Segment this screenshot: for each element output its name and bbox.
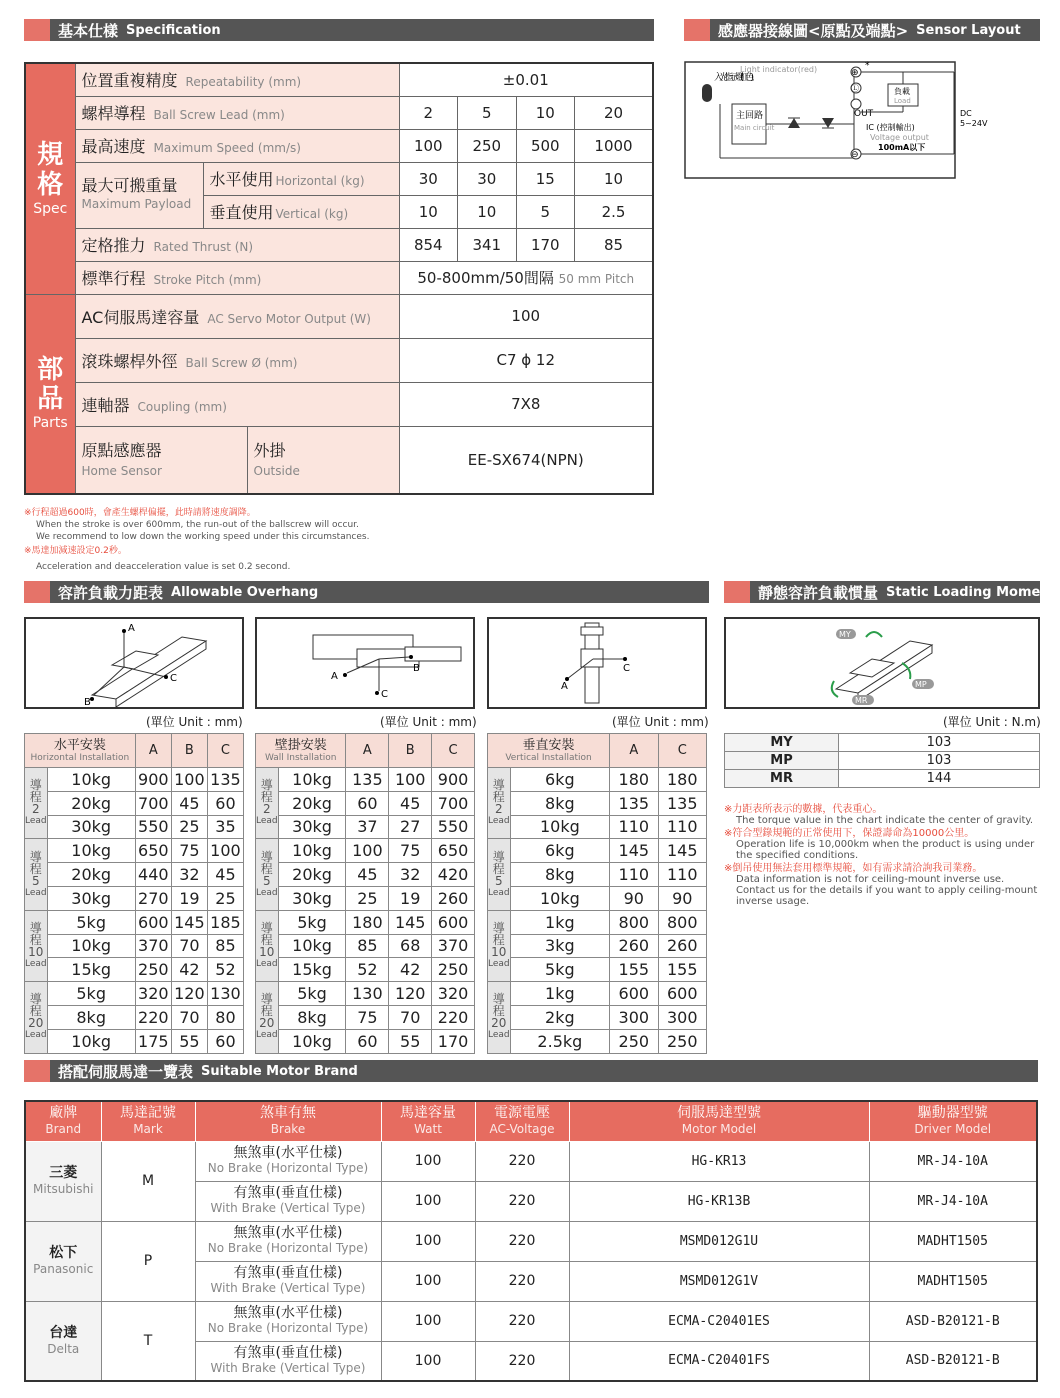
table-cell: 20kg bbox=[47, 863, 135, 887]
moment-row: MP 103 bbox=[725, 752, 1040, 770]
table-cell: 250 bbox=[658, 1029, 706, 1053]
table-row bbox=[256, 863, 475, 887]
table-cell: 70 bbox=[171, 934, 207, 958]
table-cell: 5kg bbox=[47, 982, 135, 1006]
table-cell: 135 bbox=[207, 768, 243, 792]
thrust-label: 定格推力 Rated Thrust (N) bbox=[75, 228, 399, 261]
sensor-l: Ⓛ bbox=[851, 84, 859, 93]
table-cell: 68 bbox=[389, 934, 432, 958]
table-row bbox=[256, 934, 475, 958]
vertical-overhang-table bbox=[487, 733, 707, 1054]
moment-row: MY 103 bbox=[725, 734, 1040, 752]
col-motor-model: 伺服馬達型號 Motor Model bbox=[569, 1101, 869, 1141]
table-cell: 19 bbox=[389, 886, 432, 910]
lead-group-label: 導程 2 Lead bbox=[256, 768, 279, 839]
table-row bbox=[25, 815, 244, 839]
sensor-ma: 100mA以下 bbox=[878, 143, 926, 152]
table-cell: 52 bbox=[207, 958, 243, 982]
table-cell: 15kg bbox=[47, 958, 135, 982]
table-cell: 100 bbox=[389, 768, 432, 792]
overhang-header: 容許負載力距表 Allowable Overhang bbox=[24, 581, 709, 603]
table-cell: 60 bbox=[207, 791, 243, 815]
table-cell: 10kg bbox=[278, 934, 346, 958]
table-cell: 32 bbox=[389, 863, 432, 887]
motor-row: 三菱 Mitsubishi M 無煞車(水平仕樣) No Brake (Horizontal Type) 100 220 HG-KR13 MR-J4-10A bbox=[25, 1141, 1037, 1181]
table-cell: 5kg bbox=[278, 910, 346, 934]
table-cell: 55 bbox=[171, 1029, 207, 1053]
col-header: B bbox=[389, 734, 432, 768]
lead-group-label: 導程 5 Lead bbox=[25, 839, 48, 910]
table-cell: 110 bbox=[658, 815, 706, 839]
table-cell: 5kg bbox=[278, 982, 346, 1006]
speed-value: 100 bbox=[399, 129, 458, 162]
table-cell: 30kg bbox=[278, 815, 346, 839]
table-row bbox=[256, 839, 475, 863]
moment-row: MR 144 bbox=[725, 770, 1040, 788]
thrust-value: 85 bbox=[575, 228, 653, 261]
diag-label-b: B bbox=[84, 697, 91, 707]
table-cell: 42 bbox=[171, 958, 207, 982]
table-cell: 8kg bbox=[278, 1005, 346, 1029]
table-cell: 130 bbox=[346, 982, 389, 1006]
table-cell: 120 bbox=[389, 982, 432, 1006]
table-cell: 600 bbox=[135, 910, 171, 934]
diag-mp: MP bbox=[915, 680, 927, 689]
table-cell: 60 bbox=[207, 1029, 243, 1053]
thrust-value: 170 bbox=[516, 228, 575, 261]
table-row bbox=[256, 791, 475, 815]
repeat-label: 位置重複精度 Repeatability (mm) bbox=[75, 63, 399, 96]
sensor-light-en: Light indicator(red) bbox=[740, 65, 818, 74]
moment-notes: ※力距表所表示的數據，代表重心。 The torque value in the chart indicate the center of gravity. ※符合型錄規範的正常使用下，保證壽命為10000公里。 Operation life is 10,000km when the product is using under the specified conditions. ※倒吊使用無法套用標準規範，如有需求請洽詢我司業務。 Data information is not for ceiling-mount inverse use. Contact us for the details if you want to apply ceiling-mount inverse usage. bbox=[724, 804, 1038, 907]
lead-group-label: 導程 20 Lead bbox=[256, 982, 279, 1053]
table-cell: 175 bbox=[135, 1029, 171, 1053]
table-cell: 700 bbox=[135, 791, 171, 815]
table-cell: 90 bbox=[610, 886, 658, 910]
table-cell: 8kg bbox=[47, 1005, 135, 1029]
horizontal-diagram bbox=[24, 617, 244, 709]
table-row bbox=[256, 982, 475, 1006]
table-cell: 120 bbox=[171, 982, 207, 1006]
wall-diagram bbox=[255, 617, 475, 709]
table-row bbox=[25, 1029, 244, 1053]
table-cell: 10kg bbox=[47, 1029, 135, 1053]
sensor-header: 感應器接線圖<原點及端點> Sensor Layout bbox=[684, 19, 1040, 41]
spec-table bbox=[24, 62, 654, 495]
sensor-ic: IC (控制輸出) bbox=[866, 123, 915, 132]
spec-notes: ※行程超過600時，會產生螺桿偏擺，此時請將速度調降。 When the stroke is over 600mm, the run-out of the ballscrew will occur. We recommend to low down the working speed under this circumstances. ※馬達加減速設定0.2秒。 Acceleration and deacceleration value is set 0.2 second. bbox=[24, 508, 370, 572]
table-cell: 370 bbox=[135, 934, 171, 958]
table-cell: 75 bbox=[346, 1005, 389, 1029]
table-cell: 75 bbox=[171, 839, 207, 863]
diag-label-b: B bbox=[413, 663, 420, 674]
table-cell: 800 bbox=[610, 910, 658, 934]
unit-label: (單位 Unit : N.m) bbox=[943, 715, 1041, 729]
table-cell: 220 bbox=[432, 1005, 475, 1029]
table-cell: 27 bbox=[389, 815, 432, 839]
table-row bbox=[25, 1005, 244, 1029]
home-sensor-label: 原點感應器 Home Sensor 外掛 Outside bbox=[75, 426, 399, 494]
table-cell: 3kg bbox=[510, 934, 609, 958]
table-cell: 32 bbox=[171, 863, 207, 887]
motor-header: 搭配伺服馬達一覽表 Suitable Motor Brand bbox=[24, 1060, 1038, 1082]
table-row bbox=[256, 886, 475, 910]
col-header: A bbox=[135, 734, 171, 768]
wall-overhang-table bbox=[255, 733, 475, 1054]
sensor-vout: Voltage output bbox=[870, 133, 929, 142]
diag-mr: MR bbox=[855, 696, 868, 705]
horizontal-overhang-table bbox=[24, 733, 244, 1054]
table-cell: 145 bbox=[389, 910, 432, 934]
table-cell: 170 bbox=[432, 1029, 475, 1053]
col-header: A bbox=[610, 734, 658, 768]
diag-label-c: C bbox=[623, 663, 630, 674]
table-row bbox=[488, 839, 707, 863]
table-cell: 45 bbox=[346, 863, 389, 887]
table-cell: 75 bbox=[389, 839, 432, 863]
table-row bbox=[256, 815, 475, 839]
col-mark: 馬達記號 Mark bbox=[101, 1101, 195, 1141]
diag-my: MY bbox=[839, 630, 851, 639]
motor-row: 有煞車(垂直仕樣) With Brake (Vertical Type) 100 220 MSMD012G1V MADHT1505 bbox=[25, 1261, 1037, 1301]
speed-value: 250 bbox=[458, 129, 517, 162]
table-cell: 550 bbox=[135, 815, 171, 839]
table-cell: 70 bbox=[171, 1005, 207, 1029]
diag-label-a: A bbox=[331, 671, 338, 682]
repeat-value: ±0.01 bbox=[399, 63, 653, 96]
sensor-main-en: Main circuit bbox=[734, 124, 775, 132]
table-cell: 80 bbox=[207, 1005, 243, 1029]
lead-value: 2 bbox=[399, 96, 458, 129]
table-cell: 5kg bbox=[510, 958, 609, 982]
table-cell: 8kg bbox=[510, 791, 609, 815]
col-header: C bbox=[207, 734, 243, 768]
table-cell: 6kg bbox=[510, 768, 609, 792]
sensor-main-zh: 主回路 bbox=[736, 111, 764, 121]
lead-value: 5 bbox=[458, 96, 517, 129]
table-cell: 900 bbox=[432, 768, 475, 792]
lead-value: 10 bbox=[516, 96, 575, 129]
vertical-value: 5 bbox=[516, 195, 575, 228]
table-row bbox=[488, 1029, 707, 1053]
table-row bbox=[25, 886, 244, 910]
table-cell: 100 bbox=[346, 839, 389, 863]
table-cell: 10kg bbox=[278, 839, 346, 863]
horizontal-label: 水平使用 Horizontal (kg) bbox=[203, 162, 399, 195]
install-title: 垂直安裝 Vertical Installation bbox=[488, 734, 610, 768]
table-cell: 320 bbox=[432, 982, 475, 1006]
table-cell: 145 bbox=[658, 839, 706, 863]
sensor-light-zh: 入光指示燈(紅色) bbox=[714, 73, 755, 83]
speed-value: 500 bbox=[516, 129, 575, 162]
unit-label: (單位 Unit : mm) bbox=[612, 715, 709, 729]
table-cell: 260 bbox=[610, 934, 658, 958]
table-row bbox=[488, 815, 707, 839]
col-driver-model: 驅動器型號 Driver Model bbox=[869, 1101, 1037, 1141]
table-cell: 300 bbox=[658, 1005, 706, 1029]
sensor-out: OUT bbox=[854, 109, 874, 119]
speed-label: 最高速度 Maximum Speed (mm/s) bbox=[75, 129, 399, 162]
table-row bbox=[488, 1005, 707, 1029]
table-cell: 45 bbox=[389, 791, 432, 815]
table-cell: 1kg bbox=[510, 910, 609, 934]
table-row bbox=[25, 863, 244, 887]
table-cell: 420 bbox=[432, 863, 475, 887]
col-watt: 馬達容量 Watt bbox=[381, 1101, 475, 1141]
table-cell: 155 bbox=[610, 958, 658, 982]
table-cell: 25 bbox=[207, 886, 243, 910]
horizontal-value: 30 bbox=[399, 162, 458, 195]
table-cell: 110 bbox=[610, 815, 658, 839]
table-cell: 600 bbox=[432, 910, 475, 934]
lead-group-label: 導程 5 Lead bbox=[256, 839, 279, 910]
table-cell: 2.5kg bbox=[510, 1029, 609, 1053]
speed-value: 1000 bbox=[575, 129, 653, 162]
table-cell: 135 bbox=[610, 791, 658, 815]
table-cell: 20kg bbox=[278, 863, 346, 887]
table-cell: 145 bbox=[171, 910, 207, 934]
coupling-label: 連軸器 Coupling (mm) bbox=[75, 382, 399, 426]
table-cell: 270 bbox=[135, 886, 171, 910]
lead-group-label: 導程 10 Lead bbox=[256, 910, 279, 981]
table-cell: 30kg bbox=[47, 815, 135, 839]
table-cell: 600 bbox=[658, 982, 706, 1006]
table-cell: 70 bbox=[389, 1005, 432, 1029]
sensor-volt: 5~24V bbox=[960, 119, 988, 128]
table-row bbox=[25, 839, 244, 863]
table-cell: 700 bbox=[432, 791, 475, 815]
table-row bbox=[25, 958, 244, 982]
table-cell: 250 bbox=[135, 958, 171, 982]
vertical-diagram bbox=[487, 617, 707, 709]
table-cell: 110 bbox=[610, 863, 658, 887]
motor-output-value: 100 bbox=[399, 294, 653, 338]
table-cell: 370 bbox=[432, 934, 475, 958]
table-row bbox=[256, 1005, 475, 1029]
sensor-diagram bbox=[684, 58, 1040, 182]
table-cell: 650 bbox=[135, 839, 171, 863]
table-cell: 10kg bbox=[510, 815, 609, 839]
sensor-load-en: Load bbox=[894, 97, 911, 105]
table-cell: 180 bbox=[610, 768, 658, 792]
table-cell: 135 bbox=[658, 791, 706, 815]
diag-label-c: C bbox=[381, 689, 388, 700]
table-cell: 1kg bbox=[510, 982, 609, 1006]
table-row bbox=[488, 958, 707, 982]
install-title: 壁掛安裝 Wall Installation bbox=[256, 734, 346, 768]
table-cell: 19 bbox=[171, 886, 207, 910]
unit-label: (單位 Unit : mm) bbox=[146, 715, 243, 729]
home-sensor-value: EE-SX674(NPN) bbox=[399, 426, 653, 494]
table-cell: 10kg bbox=[510, 886, 609, 910]
table-cell: 25 bbox=[346, 886, 389, 910]
lead-group-label: 導程 2 Lead bbox=[488, 768, 511, 839]
table-cell: 155 bbox=[658, 958, 706, 982]
spec-header: 基本仕樣 Specification bbox=[24, 19, 654, 41]
table-row bbox=[256, 958, 475, 982]
sensor-star: * bbox=[865, 61, 870, 71]
col-header: B bbox=[171, 734, 207, 768]
table-row bbox=[488, 982, 707, 1006]
static-moment-table bbox=[724, 733, 1040, 788]
table-cell: 10kg bbox=[47, 839, 135, 863]
table-cell: 10kg bbox=[47, 934, 135, 958]
moment-diagram bbox=[724, 617, 1040, 709]
col-header: C bbox=[432, 734, 475, 768]
screw-label: 滾珠螺桿外徑 Ball Screw Ø (mm) bbox=[75, 338, 399, 382]
table-cell: 42 bbox=[389, 958, 432, 982]
table-cell: 20kg bbox=[47, 791, 135, 815]
table-row bbox=[256, 768, 475, 792]
motor-row: 有煞車(垂直仕樣) With Brake (Vertical Type) 100 220 HG-KR13B MR-J4-10A bbox=[25, 1181, 1037, 1221]
table-row bbox=[25, 934, 244, 958]
table-cell: 180 bbox=[346, 910, 389, 934]
col-brand: 廠牌 Brand bbox=[25, 1101, 101, 1141]
table-cell: 6kg bbox=[510, 839, 609, 863]
col-voltage: 電源電壓 AC-Voltage bbox=[475, 1101, 569, 1141]
table-row bbox=[25, 982, 244, 1006]
col-header: C bbox=[658, 734, 706, 768]
horizontal-value: 10 bbox=[575, 162, 653, 195]
motor-table bbox=[24, 1100, 1038, 1382]
table-cell: 60 bbox=[346, 791, 389, 815]
table-cell: 20kg bbox=[278, 791, 346, 815]
table-row bbox=[488, 910, 707, 934]
lead-label: 螺桿導程 Ball Screw Lead (mm) bbox=[75, 96, 399, 129]
table-cell: 55 bbox=[389, 1029, 432, 1053]
table-cell: 25 bbox=[171, 815, 207, 839]
table-cell: 45 bbox=[171, 791, 207, 815]
table-cell: 550 bbox=[432, 815, 475, 839]
table-cell: 10kg bbox=[278, 768, 346, 792]
coupling-value: 7X8 bbox=[399, 382, 653, 426]
parts-group-label: 部品 Parts bbox=[25, 294, 75, 494]
table-row bbox=[256, 1029, 475, 1053]
table-cell: 52 bbox=[346, 958, 389, 982]
col-header: A bbox=[346, 734, 389, 768]
table-cell: 260 bbox=[658, 934, 706, 958]
lead-group-label: 導程 10 Lead bbox=[488, 910, 511, 981]
table-cell: 440 bbox=[135, 863, 171, 887]
table-cell: 800 bbox=[658, 910, 706, 934]
vertical-value: 2.5 bbox=[575, 195, 653, 228]
motor-row: 有煞車(垂直仕樣) With Brake (Vertical Type) 100 220 ECMA-C20401FS ASD-B20121-B bbox=[25, 1341, 1037, 1381]
table-cell: 250 bbox=[610, 1029, 658, 1053]
sensor-minus: ⊖ bbox=[851, 150, 859, 160]
sensor-load-zh: 負載 bbox=[894, 87, 910, 96]
table-cell: 45 bbox=[207, 863, 243, 887]
diag-label-a: A bbox=[561, 681, 568, 692]
table-cell: 30kg bbox=[278, 886, 346, 910]
table-cell: 260 bbox=[432, 886, 475, 910]
table-cell: 60 bbox=[346, 1029, 389, 1053]
motor-row: 台達 Delta T 無煞車(水平仕樣) No Brake (Horizontal Type) 100 220 ECMA-C20401ES ASD-B20121-B bbox=[25, 1301, 1037, 1341]
vertical-value: 10 bbox=[399, 195, 458, 228]
lead-value: 20 bbox=[575, 96, 653, 129]
table-cell: 650 bbox=[432, 839, 475, 863]
table-cell: 35 bbox=[207, 815, 243, 839]
table-cell: 10kg bbox=[47, 768, 135, 792]
table-cell: 90 bbox=[658, 886, 706, 910]
lead-group-label: 導程 20 Lead bbox=[25, 982, 48, 1053]
table-row bbox=[488, 863, 707, 887]
table-cell: 10kg bbox=[278, 1029, 346, 1053]
table-row bbox=[25, 768, 244, 792]
unit-label: (單位 Unit : mm) bbox=[380, 715, 477, 729]
table-cell: 85 bbox=[207, 934, 243, 958]
horizontal-value: 30 bbox=[458, 162, 517, 195]
install-title: 水平安裝 Horizontal Installation bbox=[25, 734, 136, 768]
table-cell: 37 bbox=[346, 815, 389, 839]
table-cell: 8kg bbox=[510, 863, 609, 887]
stroke-label: 標準行程 Stroke Pitch (mm) bbox=[75, 261, 399, 294]
table-row bbox=[488, 791, 707, 815]
table-cell: 145 bbox=[610, 839, 658, 863]
table-row bbox=[25, 791, 244, 815]
table-cell: 30kg bbox=[47, 886, 135, 910]
table-cell: 2kg bbox=[510, 1005, 609, 1029]
table-cell: 100 bbox=[207, 839, 243, 863]
spec-group-label: 規格 Spec bbox=[25, 63, 75, 294]
table-row bbox=[488, 886, 707, 910]
table-cell: 600 bbox=[610, 982, 658, 1006]
table-cell: 300 bbox=[610, 1005, 658, 1029]
table-cell: 100 bbox=[171, 768, 207, 792]
table-cell: 110 bbox=[658, 863, 706, 887]
diag-label-a: A bbox=[128, 623, 135, 634]
table-cell: 220 bbox=[135, 1005, 171, 1029]
motor-output-label: AC伺服馬達容量 AC Servo Motor Output (W) bbox=[75, 294, 399, 338]
stroke-value: 50-800mm/50間隔 50 mm Pitch bbox=[399, 261, 653, 294]
thrust-value: 854 bbox=[399, 228, 458, 261]
col-brake: 煞車有無 Brake bbox=[195, 1101, 381, 1141]
table-cell: 250 bbox=[432, 958, 475, 982]
table-cell: 85 bbox=[346, 934, 389, 958]
table-cell: 900 bbox=[135, 768, 171, 792]
table-cell: 5kg bbox=[47, 910, 135, 934]
payload-label: 最大可搬重量 Maximum Payload bbox=[75, 162, 203, 228]
lead-group-label: 導程 5 Lead bbox=[488, 839, 511, 910]
table-row bbox=[25, 910, 244, 934]
table-row bbox=[488, 768, 707, 792]
table-cell: 135 bbox=[346, 768, 389, 792]
sensor-plus: ⊕ bbox=[851, 68, 859, 78]
lead-group-label: 導程 20 Lead bbox=[488, 982, 511, 1053]
lead-group-label: 導程 10 Lead bbox=[25, 910, 48, 981]
diag-label-c: C bbox=[170, 673, 177, 684]
table-cell: 130 bbox=[207, 982, 243, 1006]
screw-value: C7 ϕ 12 bbox=[399, 338, 653, 382]
table-cell: 320 bbox=[135, 982, 171, 1006]
lead-group-label: 導程 2 Lead bbox=[25, 768, 48, 839]
vertical-label: 垂直使用 Vertical (kg) bbox=[203, 195, 399, 228]
table-cell: 180 bbox=[658, 768, 706, 792]
table-row bbox=[256, 910, 475, 934]
motor-row: 松下 Panasonic P 無煞車(水平仕樣) No Brake (Horizontal Type) 100 220 MSMD012G1U MADHT1505 bbox=[25, 1221, 1037, 1261]
vertical-value: 10 bbox=[458, 195, 517, 228]
table-row bbox=[488, 934, 707, 958]
table-cell: 185 bbox=[207, 910, 243, 934]
static-moment-header: 靜態容許負載慣量 Static Loading Moment bbox=[724, 581, 1040, 603]
horizontal-value: 15 bbox=[516, 162, 575, 195]
table-cell: 15kg bbox=[278, 958, 346, 982]
sensor-dc: DC bbox=[960, 109, 972, 118]
thrust-value: 341 bbox=[458, 228, 517, 261]
